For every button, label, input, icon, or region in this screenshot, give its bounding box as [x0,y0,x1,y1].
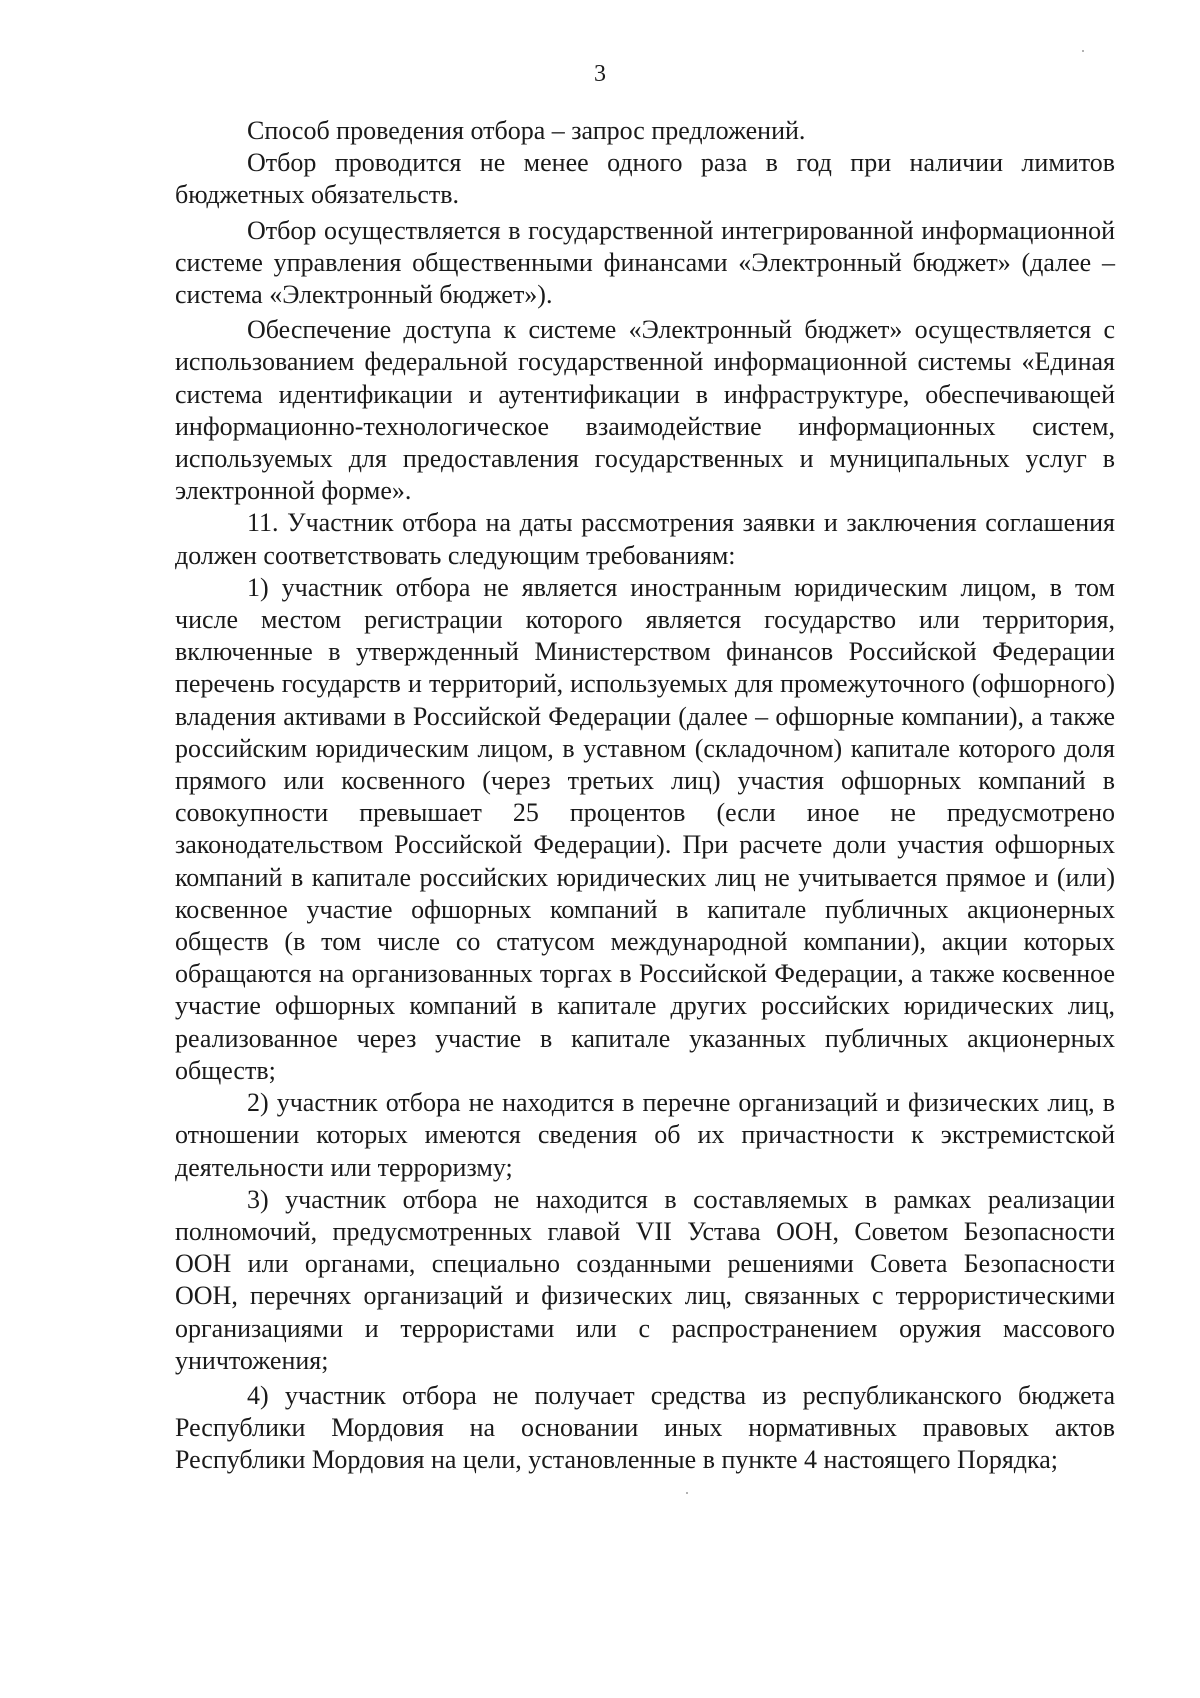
scan-speck [686,1492,688,1494]
paragraph-selection-frequency: Отбор проводится не менее одного раза в год при наличии лимитов бюджетных обязательств. [175,148,1115,210]
page-number: 3 [594,61,606,87]
paragraph-selection-system: Отбор осуществляется в государственной интегрированной информационной системе управления общественными финансами «Электронный бюджет» (далее – система «Электронный бюджет»). [175,215,1115,310]
document-body [175,115,1115,1477]
paragraph-requirement-2: 2) участник отбора не находится в перечне организаций и физических лиц, в отношении которых имеются сведения об их причастности к экстремистской деятельности или терроризму; [175,1088,1115,1182]
paragraph-requirement-1: 1) участник отбора не является иностранным юридическим лицом, в том числе местом регистрации которого является государство или территория, включенные в утвержденный Министерством финансов Российской Федерации перечень государств и территорий, используемых для промежуточного (офшорного) владения активами в Российской Федерации (далее – офшорные компании), а также российским юридическим лицом, в уставном (складочном) капитале которого доля прямого или косвенного (через третьих лиц) участия офшорных компаний в совокупности превышает 25 процентов (если иное не предусмотрено законодательством Российской Федерации). При расчете доли участия офшорных компаний в капитале российских юридических лиц не учитывается прямое и (или) косвенное участие офшорных компаний в капитале публичных акционерных обществ (в том числе со статусом международной компании), акции которых обращаются на организованных торгах в Российской Федерации, а также косвенное участие офшорных компаний в капитале других российских юридических лиц, реализованное через участие в капитале указанных публичных акционерных обществ; [175,572,1115,1085]
paragraph-system-access: Обеспечение доступа к системе «Электронный бюджет» осуществляется с использованием федеральной государственной информационной системы «Единая система идентификации и аутентификации в инфраструктуре, обеспечивающей информационно-технологическое взаимодействие информационных систем, используемых для предоставления государственных и муниципальных услуг в электронной форме». [175,315,1115,506]
paragraph-requirement-4: 4) участник отбора не получает средства из республиканского бюджета Республики Мордовия на основании иных нормативных правовых актов Республики Мордовия на цели, установленные в пункте 4 настоящего Порядка; [175,1380,1115,1475]
scan-speck [1082,50,1084,52]
paragraph-requirement-3: 3) участник отбора не находится в составляемых в рамках реализации полномочий, предусмотренных главой VII Устава ООН, Советом Безопасности ООН или органами, специально созданными решениями Совета Безопасности ООН, перечнях организаций и физических лиц, связанных с террористическими организациями и террористами или с распространением оружия массового уничтожения; [175,1184,1115,1375]
paragraph-item-11: 11. Участник отбора на даты рассмотрения заявки и заключения соглашения должен соответствовать следующим требованиям: [175,508,1115,570]
paragraph-selection-method: Способ проведения отбора – запрос предложений. [247,116,806,145]
